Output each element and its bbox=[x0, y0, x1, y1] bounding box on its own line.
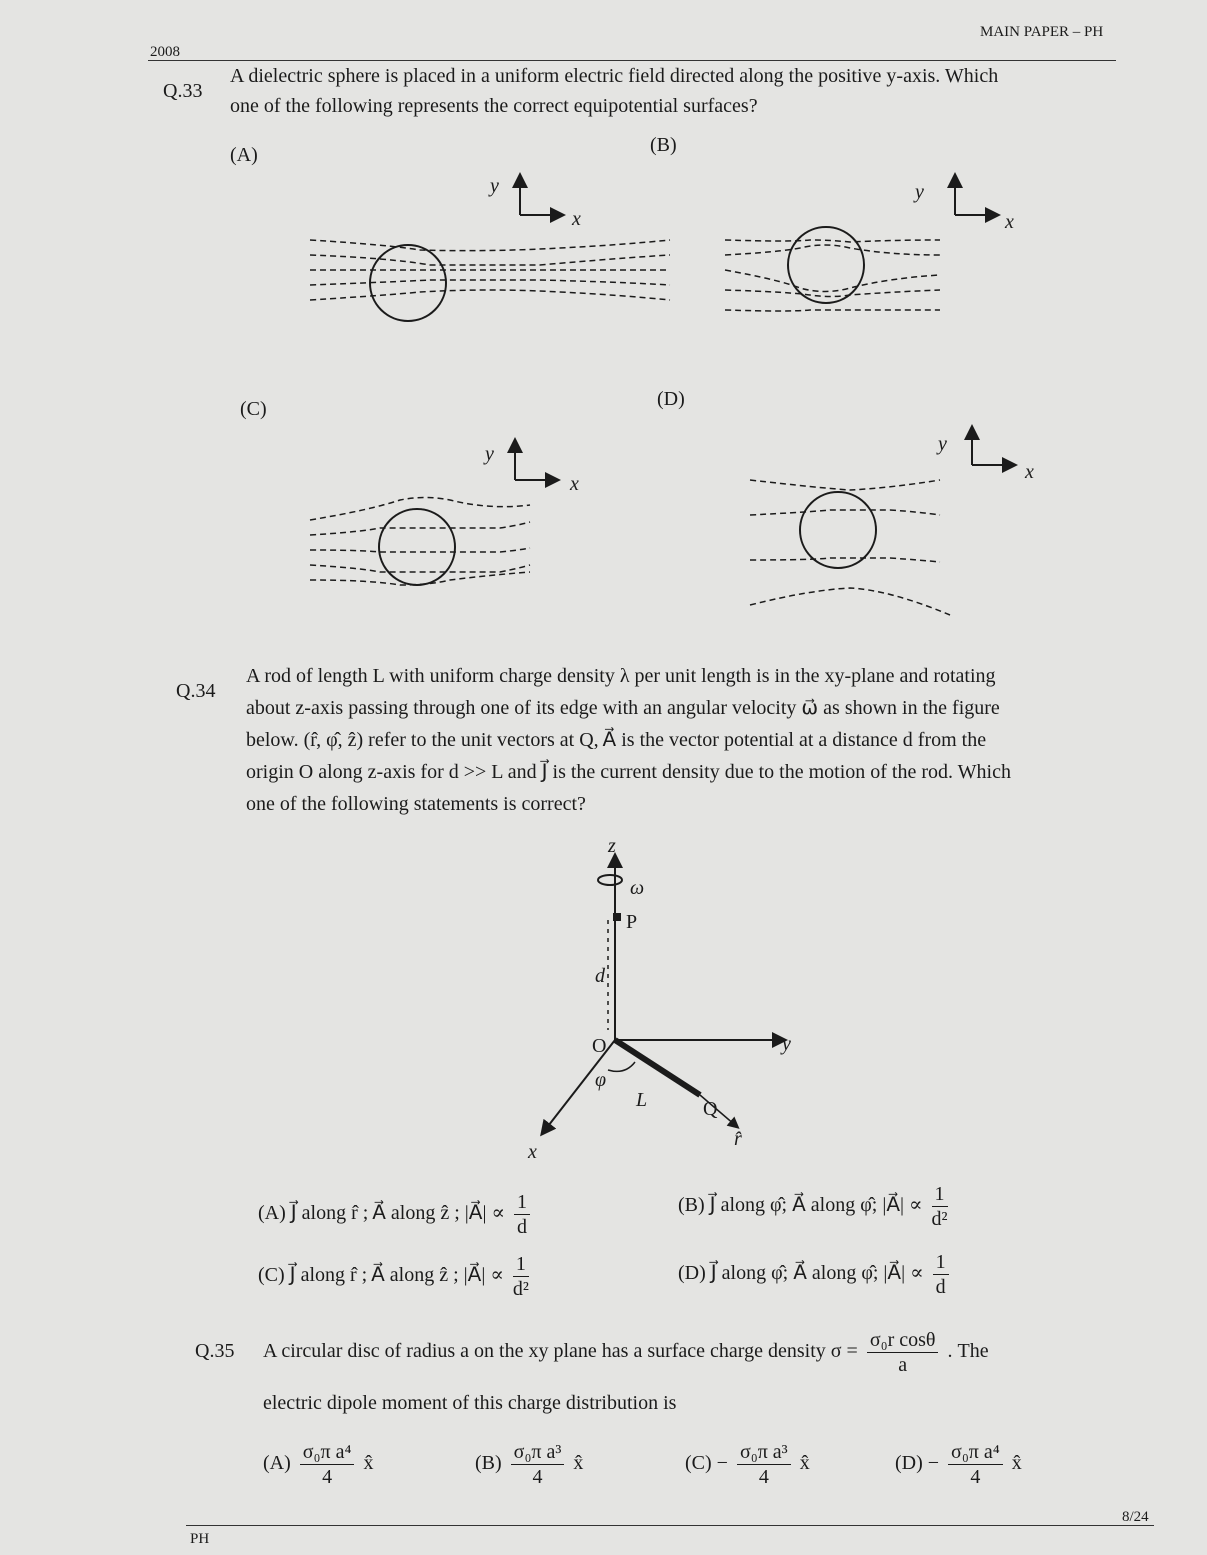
q34-option-c-text: J⃗ along r̂ ; A⃗ along ẑ ; |A⃗| ∝ bbox=[289, 1264, 504, 1287]
q35-option-a-unit: x̂ bbox=[363, 1452, 374, 1475]
q34-label-o: O bbox=[592, 1035, 607, 1057]
q35-option-d-sign: − bbox=[927, 1452, 940, 1475]
q35-sigma-fraction bbox=[867, 1328, 939, 1377]
q34-label-r: r̂ bbox=[734, 1128, 742, 1150]
q33-a-field-lines bbox=[310, 240, 670, 300]
header-year: 2008 bbox=[150, 44, 180, 60]
q33-b-y-label: y bbox=[915, 181, 924, 203]
q35-option-d bbox=[895, 1440, 1022, 1489]
q33-d-x-label: x bbox=[1025, 461, 1034, 483]
q35-line1-pre: A circular disc of radius a on the xy plane has a surface charge density σ = bbox=[263, 1340, 858, 1363]
q33-a-y-label: y bbox=[490, 175, 499, 197]
q33-d-field-lines bbox=[750, 480, 950, 615]
q34-option-a-label: (A) bbox=[258, 1202, 286, 1225]
q34-figure bbox=[500, 830, 820, 1170]
q34-option-a-text: J⃗ along r̂ ; A⃗ along ẑ ; |A⃗| ∝ bbox=[290, 1202, 505, 1225]
q34-option-c-num: 1 bbox=[513, 1252, 529, 1277]
q34-text-line3: below. (r̂, φ̂, ẑ) refer to the unit vectors at Q, A⃗ is the vector potential at a distance d from the bbox=[246, 729, 987, 751]
q35-option-c-num: σ₀π a³ bbox=[737, 1440, 791, 1465]
q35-option-a-fraction bbox=[300, 1440, 355, 1489]
q33-d-axes bbox=[972, 432, 1010, 465]
q34-text-line4: origin O along z-axis for d >> L and J⃗ is the current density due to the motion of the rod. Which bbox=[246, 761, 1011, 783]
q33-text-line2: one of the following represents the correct equipotential surfaces? bbox=[230, 95, 758, 117]
q33-figures bbox=[290, 170, 1090, 620]
q33-b-field-lines bbox=[725, 240, 940, 311]
q35-option-a bbox=[263, 1440, 373, 1489]
q34-rotation-icon bbox=[598, 875, 622, 885]
q33-d-y-label: y bbox=[938, 433, 947, 455]
q35-option-d-fraction bbox=[948, 1440, 1003, 1489]
q34-option-b-fraction bbox=[932, 1182, 948, 1231]
q33-c-field-lines bbox=[310, 498, 530, 586]
q33-c-y-label: y bbox=[485, 443, 494, 465]
q35-option-c-fraction bbox=[737, 1440, 791, 1489]
q33-c-x-label: x bbox=[570, 473, 579, 495]
q34-option-b-label: (B) bbox=[678, 1194, 705, 1217]
footer-code: PH bbox=[190, 1531, 210, 1547]
q34-option-a bbox=[258, 1190, 534, 1239]
q33-d-sphere bbox=[800, 492, 876, 568]
q34-text-line1: A rod of length L with uniform charge density λ per unit length is in the xy-plane and rotating bbox=[246, 665, 996, 687]
q34-option-d bbox=[678, 1250, 953, 1299]
q35-option-d-num: σ₀π a⁴ bbox=[948, 1440, 1003, 1465]
q34-label-phi: φ bbox=[595, 1069, 607, 1091]
q34-option-d-label: (D) bbox=[678, 1262, 706, 1285]
q34-text-line5: one of the following statements is correct? bbox=[246, 793, 586, 815]
q34-number: Q.34 bbox=[176, 680, 216, 702]
footer-page: 8/24 bbox=[1122, 1509, 1149, 1525]
q34-text bbox=[246, 660, 1126, 820]
q33-b-x-label: x bbox=[1005, 211, 1014, 233]
q35-option-a-label: (A) bbox=[263, 1452, 291, 1475]
q33-a-sphere bbox=[370, 245, 446, 321]
q35-option-d-label: (D) bbox=[895, 1452, 923, 1475]
q33-number: Q.33 bbox=[163, 80, 203, 102]
q35-sigma-num: σ₀r cosθ bbox=[867, 1328, 939, 1353]
q34-option-c-fraction bbox=[513, 1252, 529, 1301]
q35-option-d-unit: x̂ bbox=[1011, 1452, 1022, 1475]
q35-option-b-num: σ₀π a³ bbox=[511, 1440, 565, 1465]
q34-label-d: d bbox=[595, 965, 605, 987]
q35-option-b-fraction bbox=[511, 1440, 565, 1489]
q33-a-x-label: x bbox=[572, 208, 581, 230]
q34-option-d-fraction bbox=[933, 1250, 949, 1299]
q35-option-c-unit: x̂ bbox=[799, 1452, 810, 1475]
footer-rule bbox=[186, 1525, 1154, 1526]
q34-option-a-num: 1 bbox=[514, 1190, 530, 1215]
q35-option-c bbox=[685, 1440, 810, 1489]
q34-label-omega: ω bbox=[630, 877, 645, 899]
q35-line1 bbox=[263, 1328, 1143, 1377]
q35-option-b-label: (B) bbox=[475, 1452, 502, 1475]
q35-option-c-den: 4 bbox=[758, 1466, 769, 1488]
q35-option-a-den: 4 bbox=[322, 1466, 333, 1488]
q35-option-b bbox=[475, 1440, 583, 1489]
header-paper: MAIN PAPER – PH bbox=[980, 24, 1104, 40]
q34-option-c bbox=[258, 1252, 533, 1301]
q35-option-c-sign: − bbox=[716, 1452, 728, 1475]
q33-c-sphere bbox=[379, 509, 455, 585]
q34-label-y: y bbox=[782, 1033, 791, 1055]
q34-option-b bbox=[678, 1182, 952, 1231]
q35-line1-post: . The bbox=[947, 1340, 989, 1363]
q34-point-p bbox=[613, 913, 621, 921]
q34-option-b-den: d² bbox=[931, 1208, 948, 1230]
q33-text bbox=[230, 61, 1110, 121]
q35-number: Q.35 bbox=[195, 1340, 235, 1362]
q33-option-a-label: (A) bbox=[230, 144, 258, 166]
q34-option-d-den: d bbox=[935, 1276, 946, 1298]
q33-option-c-label: (C) bbox=[240, 398, 267, 420]
q34-phi-arc bbox=[608, 1062, 635, 1071]
q33-option-d-label: (D) bbox=[657, 388, 685, 410]
q35-line2: electric dipole moment of this charge distribution is bbox=[263, 1392, 677, 1414]
q33-a-axes bbox=[520, 180, 558, 215]
q34-text-line2: about z-axis passing through one of its edge with an angular velocity ω⃗ as shown in the figure bbox=[246, 697, 1000, 719]
q34-option-b-text: J⃗ along φ̂; A⃗ along φ̂; |A⃗| ∝ bbox=[709, 1194, 923, 1217]
q34-option-d-text: J⃗ along φ̂; A⃗ along φ̂; |A⃗| ∝ bbox=[710, 1262, 924, 1285]
q33-option-b-label: (B) bbox=[650, 134, 677, 156]
q33-b-axes bbox=[955, 180, 993, 215]
q34-label-l: L bbox=[636, 1089, 648, 1111]
q35-option-d-den: 4 bbox=[970, 1466, 981, 1488]
q33-c-axes bbox=[515, 445, 553, 480]
q34-option-d-num: 1 bbox=[933, 1250, 949, 1275]
q35-option-b-den: 4 bbox=[532, 1466, 543, 1488]
q34-label-p: P bbox=[626, 911, 638, 933]
q34-option-c-den: d² bbox=[512, 1278, 529, 1300]
q34-option-a-fraction bbox=[514, 1190, 530, 1239]
q35-sigma-den: a bbox=[898, 1354, 908, 1376]
q34-rod bbox=[615, 1040, 700, 1095]
q34-option-c-label: (C) bbox=[258, 1264, 285, 1287]
q34-label-q: Q bbox=[703, 1098, 718, 1120]
q35-option-c-label: (C) bbox=[685, 1452, 712, 1475]
q34-label-x: x bbox=[528, 1141, 537, 1163]
q35-option-b-unit: x̂ bbox=[573, 1452, 584, 1475]
q33-text-line1: A dielectric sphere is placed in a uniform electric field directed along the positive y-axis. Which bbox=[230, 65, 999, 87]
q34-label-z: z bbox=[608, 835, 616, 857]
q35-option-a-num: σ₀π a⁴ bbox=[300, 1440, 355, 1465]
q34-option-a-den: d bbox=[516, 1216, 527, 1238]
q34-option-b-num: 1 bbox=[932, 1182, 948, 1207]
